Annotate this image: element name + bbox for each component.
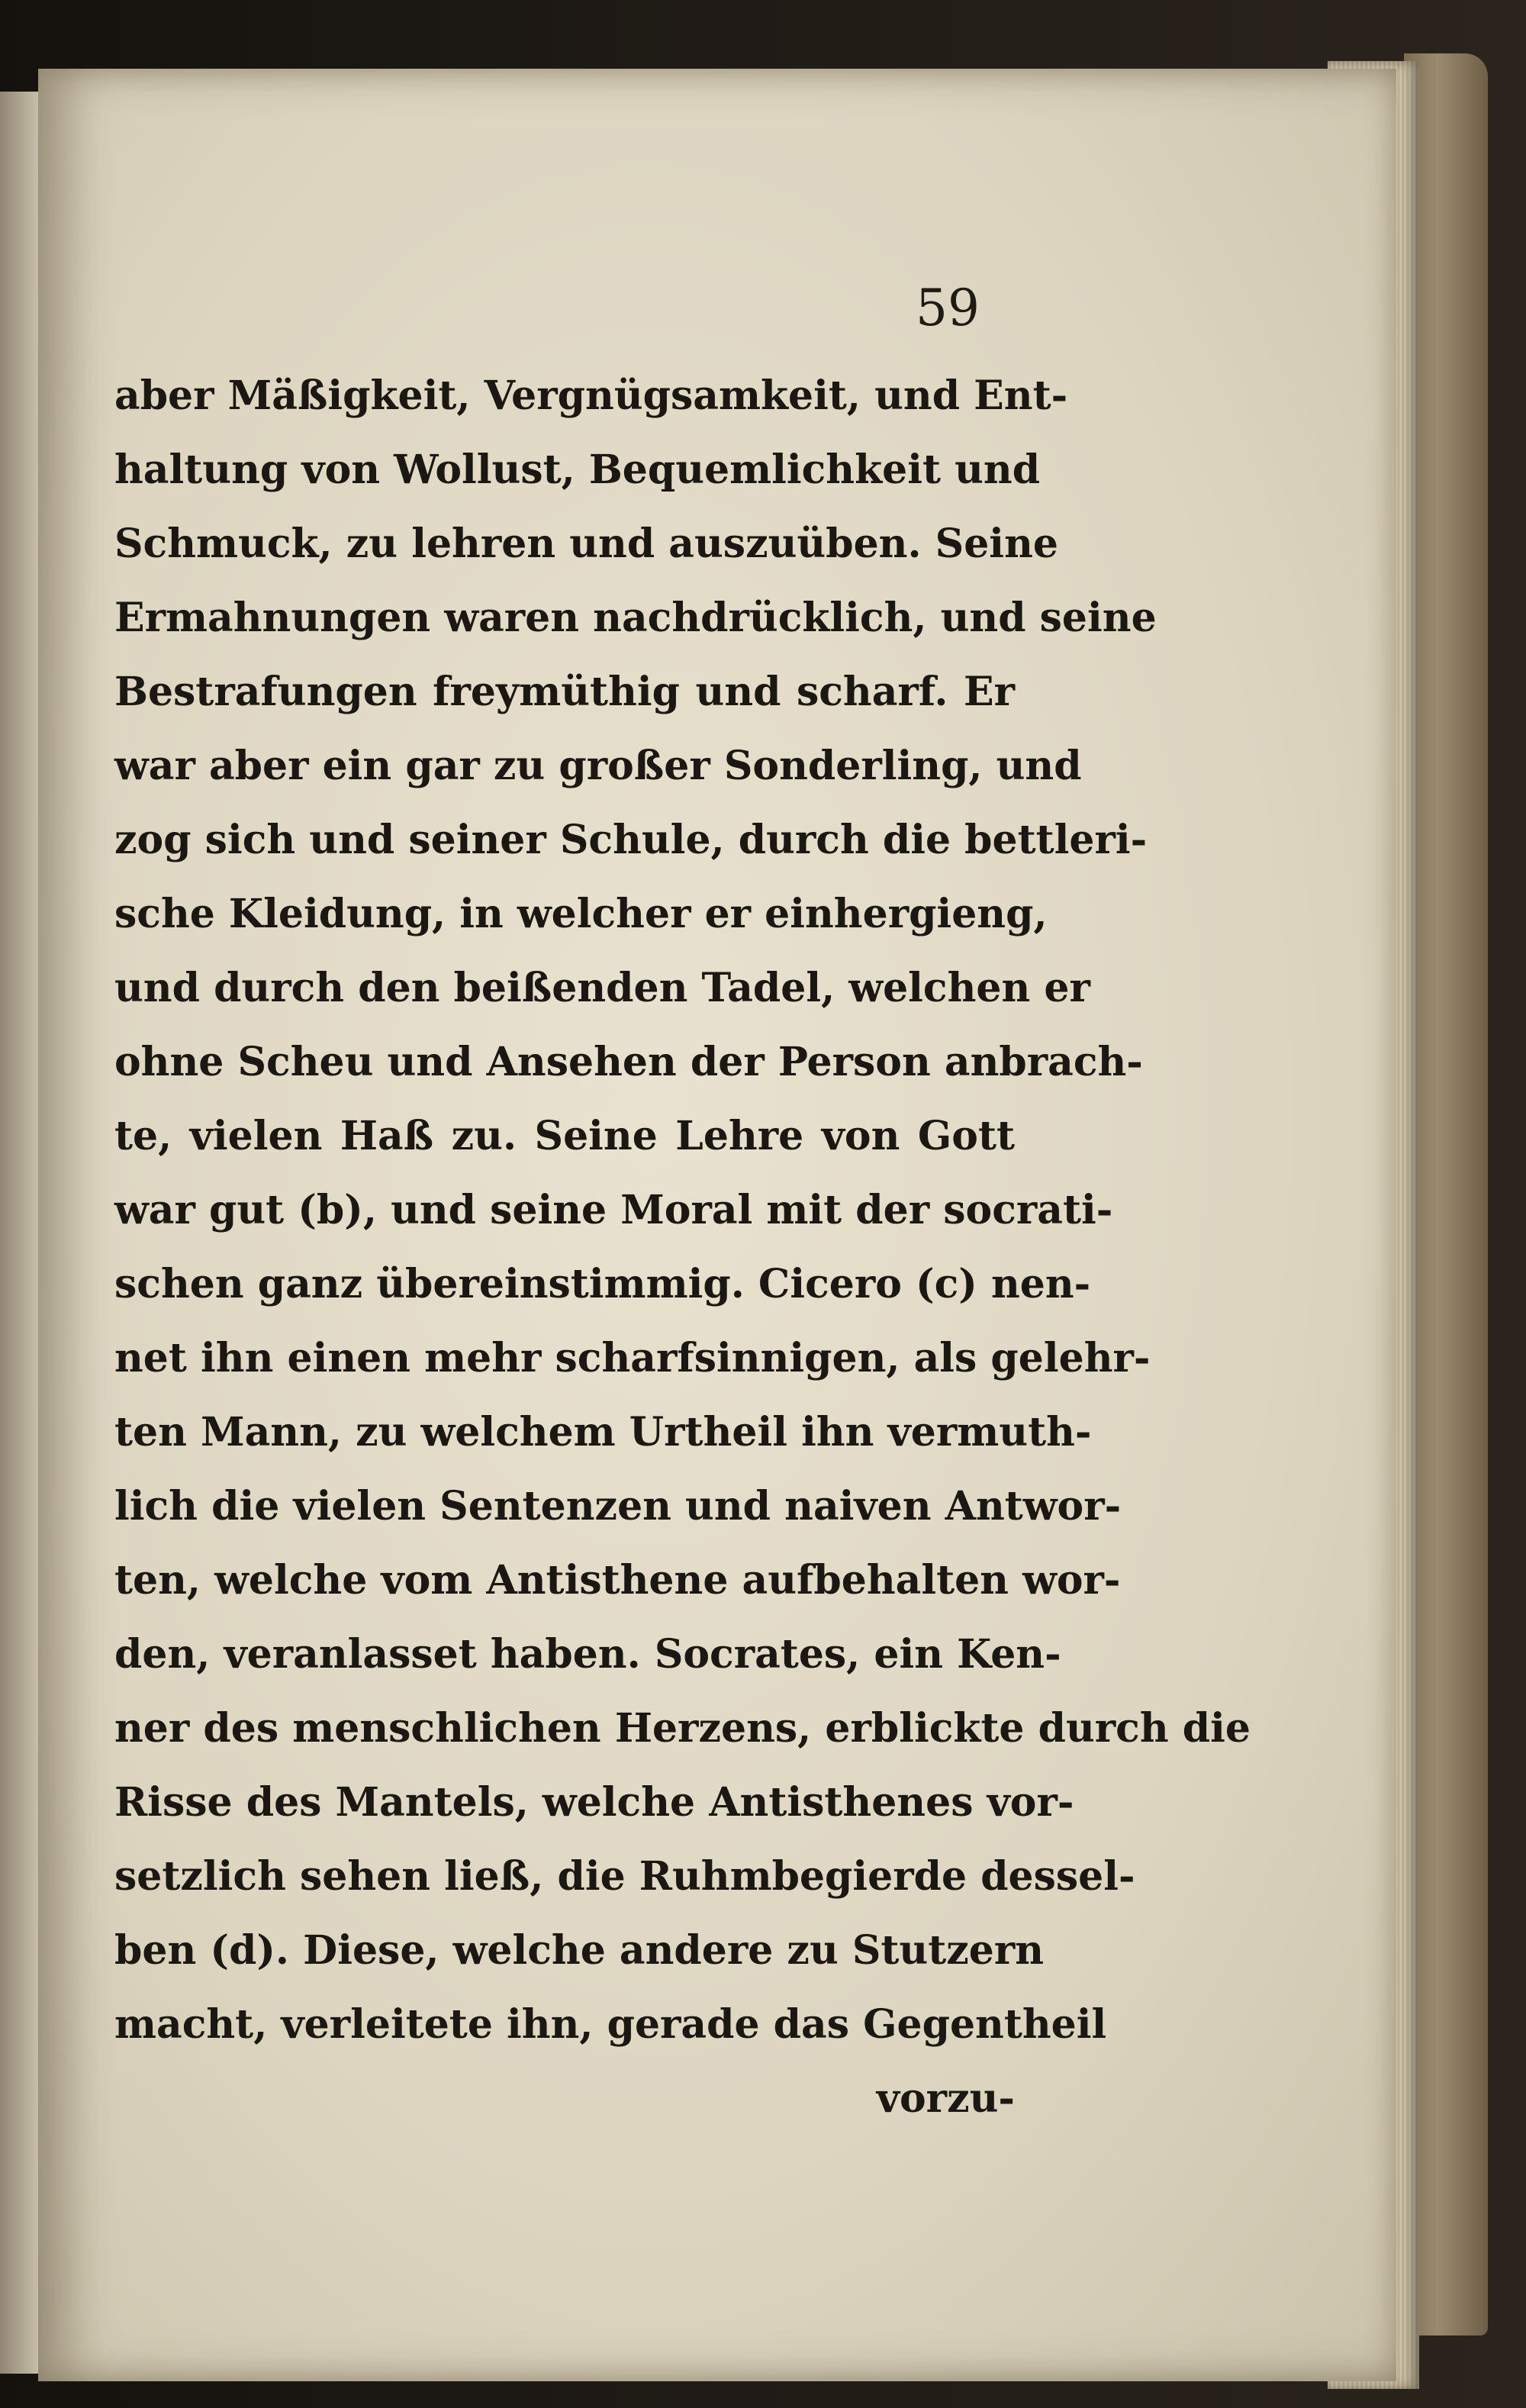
text-line: ten Mann, zu welchem Urtheil ihn vermuth- xyxy=(114,1409,1092,1455)
page-text xyxy=(114,359,1251,2136)
text-line: sche Kleidung, in welcher er einhergieng, xyxy=(114,891,1048,937)
text-line: war gut (b), und seine Moral mit der socrati- xyxy=(114,1187,1113,1233)
catchword: vorzu- xyxy=(876,2075,1015,2122)
text-line: setzlich sehen ließ, die Ruhmbegierde dessel- xyxy=(114,1853,1135,1900)
text-line: ben (d). Diese, welche andere zu Stutzern xyxy=(114,1927,1045,1974)
text-line: ner des menschlichen Herzens, erblickte durch die xyxy=(114,1705,1251,1752)
text-line: war aber ein gar zu großer Sonderling, und xyxy=(114,743,1082,789)
text-line: und durch den beißenden Tadel, welchen er xyxy=(114,965,1090,1011)
text-line: den, veranlasset haben. Socrates, ein Ken- xyxy=(114,1631,1061,1678)
text-line: Ermahnungen waren nachdrücklich, und seine xyxy=(114,595,1157,641)
text-line: ten, welche vom Antisthene aufbehalten wor- xyxy=(114,1557,1121,1604)
text-line: macht, verleitete ihn, gerade das Gegentheil xyxy=(114,2001,1107,2048)
text-line: ohne Scheu und Ansehen der Person anbrach- xyxy=(114,1039,1143,1085)
text-line: Schmuck, zu lehren und auszuüben. Seine xyxy=(114,521,1058,567)
text-line: Risse des Mantels, welche Antisthenes vor- xyxy=(114,1779,1074,1826)
text-line: zog sich und seiner Schule, durch die bettleri- xyxy=(114,817,1148,863)
text-line: lich die vielen Sentenzen und naiven Antwor- xyxy=(114,1483,1122,1530)
text-line: te, vielen Haß zu. Seine Lehre von Gott xyxy=(114,1113,1015,1159)
text-line: schen ganz übereinstimmig. Cicero (c) nen- xyxy=(114,1261,1091,1307)
text-line: net ihn einen mehr scharfsinnigen, als gelehr- xyxy=(114,1335,1151,1381)
text-line: Bestrafungen freymüthig und scharf. Er xyxy=(114,669,1015,715)
text-line: haltung von Wollust, Bequemlichkeit und xyxy=(114,446,1041,493)
page-number: 59 xyxy=(916,279,980,337)
text-line: aber Mäßigkeit, Vergnügsamkeit, und Ent- xyxy=(114,372,1068,419)
